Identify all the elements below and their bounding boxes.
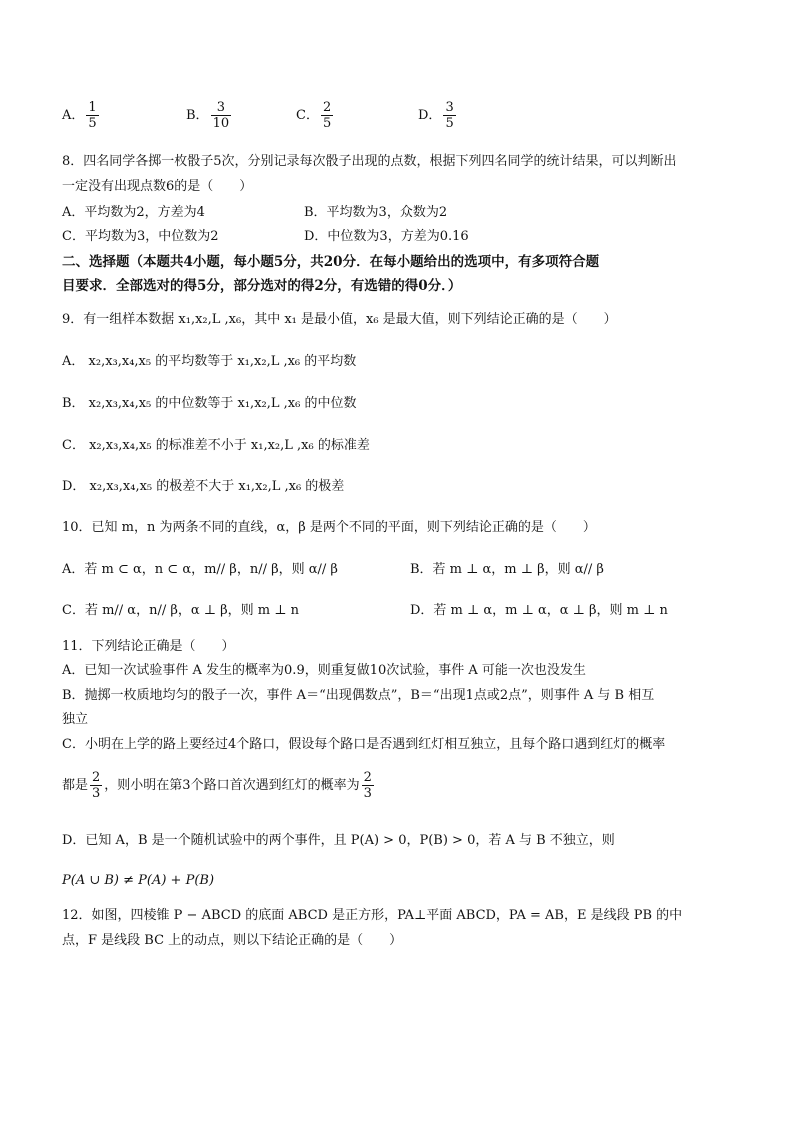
q9-option-d: D． x₂,x₃,x₄,x₅ 的极差不大于 x₁,x₂,L ,x₆ 的极差 xyxy=(62,479,345,494)
q8-option-b: B．平均数为3，众数为2 xyxy=(304,205,448,220)
q9-option-b: B． x₂,x₃,x₄,x₅ 的中位数等于 x₁,x₂,L ,x₆ 的中位数 xyxy=(62,396,357,411)
q10-option-d: D．若 m ⊥ α，m ⊥ α，α ⊥ β，则 m ⊥ n xyxy=(410,603,668,618)
fraction: $\frac{2}{3}$ xyxy=(363,770,372,801)
q10-option-a: A．若 m ⊂ α，n ⊂ α，m// β，n// β，则 α// β xyxy=(62,562,338,577)
q7-option-d: D． $\frac{3}{5}$ xyxy=(418,100,454,131)
section2-heading-line1: 二、选择题（本题共4小题，每小题5分，共20分．在每小题给出的选项中，有多项符合题 xyxy=(62,254,600,270)
fraction: $\frac{3}{10}$ xyxy=(212,100,230,131)
q9-option-c: C． x₂,x₃,x₄,x₅ 的标准差不小于 x₁,x₂,L ,x₆ 的标准差 xyxy=(62,438,370,453)
q7-option-a: A． $\frac{1}{5}$ xyxy=(62,100,97,131)
q7-option-b: B． $\frac{3}{10}$ xyxy=(186,100,230,131)
q11-option-b-line2: 独立 xyxy=(62,712,89,727)
q9-stem: 9．有一组样本数据 x₁,x₂,L ,x₆，其中 x₁ 是最小值，x₆ 是最大值，则下列结论正确的是（ ） xyxy=(62,312,617,327)
q11-option-d-line2: P(A ∪ B) ≠ P(A) + P(B) xyxy=(62,873,215,888)
q11-option-c-line1: C．小明在上学的路上要经过4个路口，假设每个路口是否遇到红灯相互独立，且每个路口遇到红灯的概率 xyxy=(62,737,666,752)
q10-option-b: B．若 m ⊥ α，m ⊥ β，则 α// β xyxy=(410,562,604,577)
q11-option-d-line1: D．已知 A，B 是一个随机试验中的两个事件，且 P(A) > 0，P(B) > 0，若 A 与 B 不独立，则 xyxy=(62,833,615,848)
fraction: $\frac{3}{5}$ xyxy=(445,100,454,131)
q11-stem: 11．下列结论正确是（ ） xyxy=(62,639,235,654)
q11-option-c-line2: 都是 $\frac{2}{3}$ ，则小明在第3个路口首次遇到红灯的概率为 $\frac{2}{3}$ xyxy=(62,770,372,801)
q12-stem-line2: 点，F 是线段 BC 上的动点，则以下结论正确的是（ ） xyxy=(62,933,403,948)
q10-option-c: C．若 m// α，n// β，α ⊥ β，则 m ⊥ n xyxy=(62,603,299,618)
q12-stem-line1: 12．如图，四棱锥 P − ABCD 的底面 ABCD 是正方形，PA⊥平面 ABCD，PA = AB，E 是线段 PB 的中 xyxy=(62,908,683,923)
q8-stem-line2: 一定没有出现点数6的是（ ） xyxy=(62,179,253,194)
fraction: $\frac{1}{5}$ xyxy=(88,100,97,131)
fraction: $\frac{2}{3}$ xyxy=(92,770,101,801)
q8-option-c: C．平均数为3，中位数为2 xyxy=(62,229,219,244)
q10-stem: 10．已知 m，n 为两条不同的直线，α，β 是两个不同的平面，则下列结论正确的是（ ） xyxy=(62,520,596,535)
q8-option-a: A．平均数为2，方差为4 xyxy=(62,205,205,220)
section2-heading-line2: 目要求．全部选对的得5分，部分选对的得2分，有选错的得0分．） xyxy=(62,278,462,294)
q9-option-a: A． x₂,x₃,x₄,x₅ 的平均数等于 x₁,x₂,L ,x₆ 的平均数 xyxy=(62,354,357,369)
q11-option-b-line1: B．抛掷一枚质地均匀的骰子一次，事件 A＝“出现偶数点”，B＝“出现1点或2点”，则事件 A 与 B 相互 xyxy=(62,688,655,703)
q11-option-a: A．已知一次试验事件 A 发生的概率为0.9，则重复做10次试验，事件 A 可能一次也没发生 xyxy=(62,663,586,678)
q8-stem-line1: 8．四名同学各掷一枚骰子5次，分别记录每次骰子出现的点数，根据下列四名同学的统计结果，可以判断出 xyxy=(62,154,677,169)
fraction: $\frac{2}{5}$ xyxy=(322,100,332,131)
q7-option-c: C． $\frac{2}{5}$ xyxy=(296,100,332,131)
q8-option-d: D．中位数为3，方差为0.16 xyxy=(304,229,469,244)
